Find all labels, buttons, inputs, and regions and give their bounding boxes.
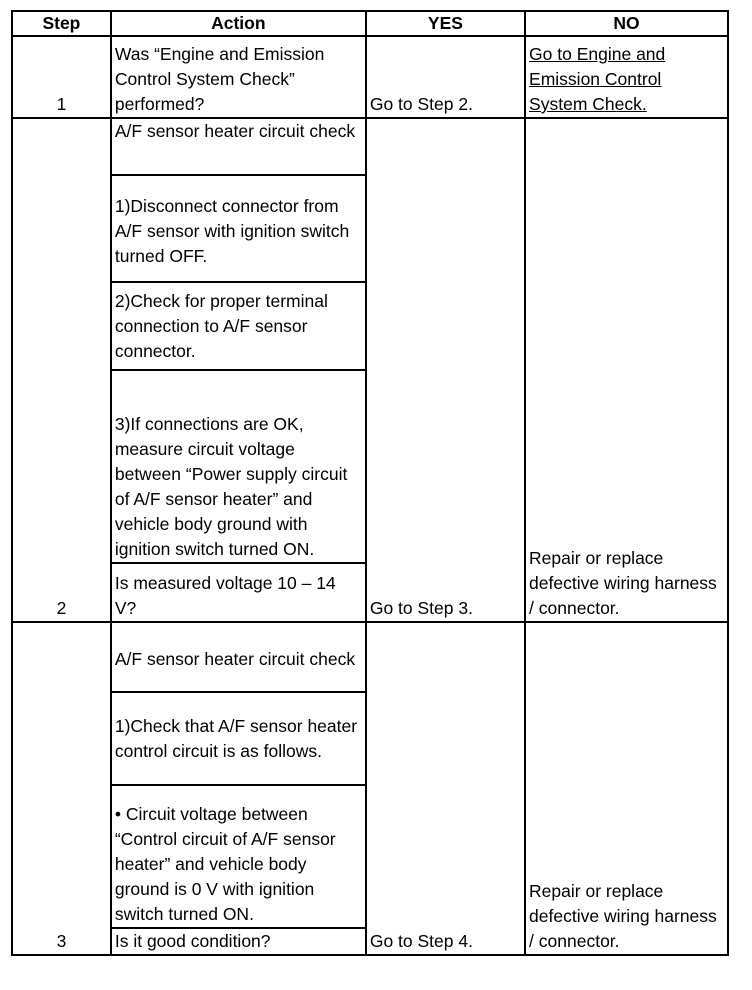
action-cell: 2)Check for proper terminal connection to A/F sensor connector. bbox=[111, 282, 366, 370]
table-row bbox=[12, 118, 728, 175]
header-row bbox=[12, 11, 728, 36]
action-cell: Is measured voltage 10 – 14 V? bbox=[111, 563, 366, 622]
table-row bbox=[12, 622, 728, 692]
engine-check-link[interactable]: Go to Engine and Emission Control System Check. bbox=[529, 44, 666, 114]
action-cell: • Circuit voltage between “Control circuit of A/F sensor heater” and vehicle body ground is 0 V with ignition switch turned ON. bbox=[111, 785, 366, 928]
yes-cell: Go to Step 2. bbox=[366, 36, 525, 118]
action-cell: 3)If connections are OK, measure circuit voltage between “Power supply circuit of A/F sensor heater” and vehicle body ground with ignition switch turned ON. bbox=[111, 370, 366, 563]
action-cell: A/F sensor heater circuit check bbox=[111, 118, 366, 175]
action-cell: Is it good condition? bbox=[111, 928, 366, 955]
header-step: Step bbox=[12, 11, 111, 36]
no-cell bbox=[525, 36, 728, 118]
no-cell: Repair or replace defective wiring harness / connector. bbox=[525, 622, 728, 955]
no-cell: Repair or replace defective wiring harness / connector. bbox=[525, 118, 728, 622]
action-cell: 1)Check that A/F sensor heater control circuit is as follows. bbox=[111, 692, 366, 785]
header-action: Action bbox=[111, 11, 366, 36]
header-yes: YES bbox=[366, 11, 525, 36]
diagnostic-table bbox=[11, 10, 729, 956]
action-cell: A/F sensor heater circuit check bbox=[111, 622, 366, 692]
step-number: 2 bbox=[12, 118, 111, 622]
table-row bbox=[12, 36, 728, 118]
header-no: NO bbox=[525, 11, 728, 36]
action-cell: Was “Engine and Emission Control System Check” performed? bbox=[111, 36, 366, 118]
step-number: 1 bbox=[12, 36, 111, 118]
yes-cell: Go to Step 4. bbox=[366, 622, 525, 955]
step-number: 3 bbox=[12, 622, 111, 955]
yes-cell: Go to Step 3. bbox=[366, 118, 525, 622]
action-cell: 1)Disconnect connector from A/F sensor with ignition switch turned OFF. bbox=[111, 175, 366, 282]
